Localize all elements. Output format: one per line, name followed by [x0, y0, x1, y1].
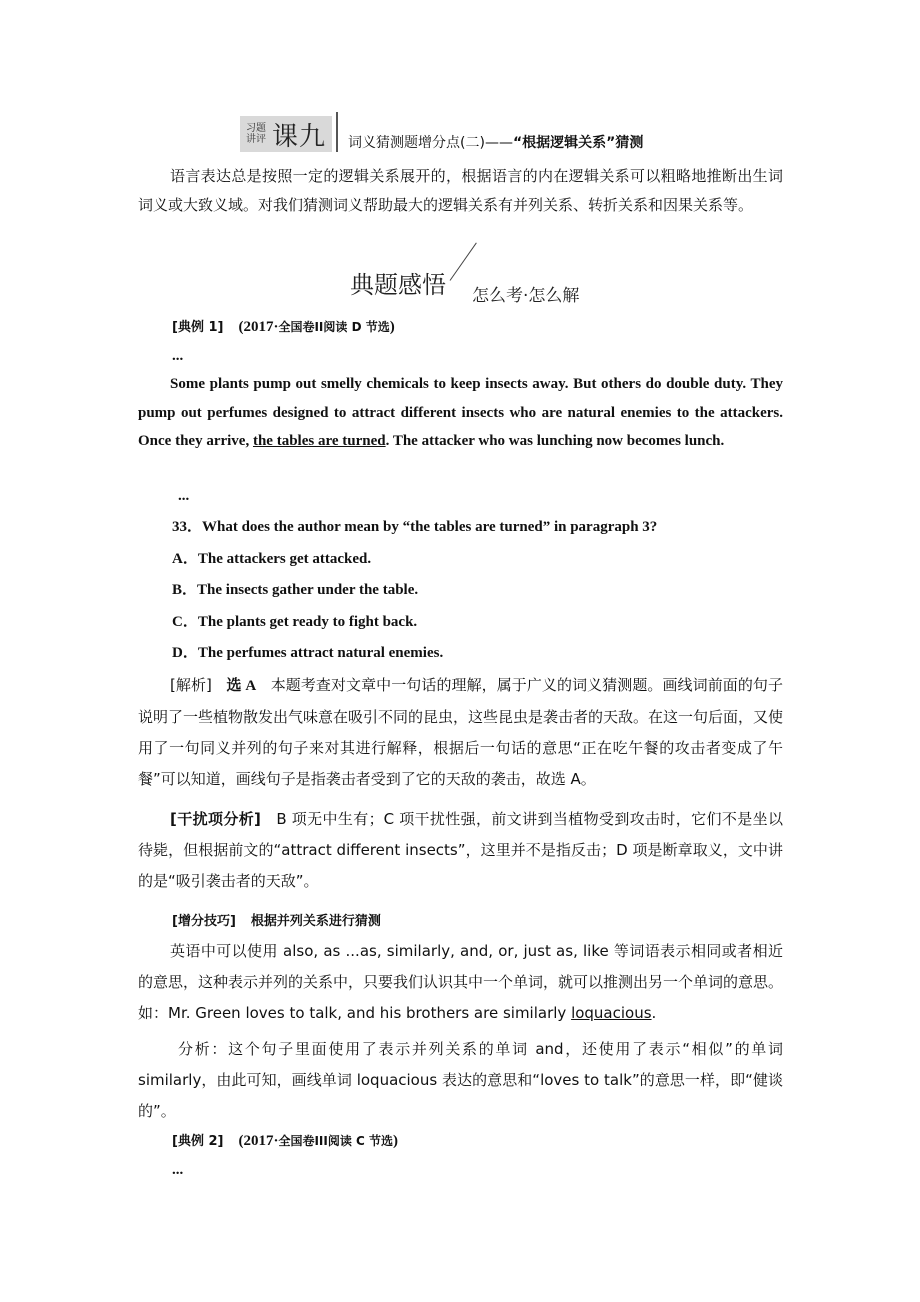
- option-letter: A．: [172, 551, 198, 567]
- passage-text-after: . The attacker who was lunching now becomes lunch.: [385, 433, 725, 449]
- distractor-text: B 项无中生有；C 项干扰性强，前文讲到当植物受到攻击时，它们不是坐以待毙，但根据前文的“attract different insects”，这里并不是指反击；D 项是断章取义，文中讲的是“吸引袭击者的天敌”。: [138, 810, 783, 890]
- analysis-label: [解析]: [170, 676, 212, 694]
- option-c: [172, 610, 417, 631]
- example2-ellipsis: ...: [172, 1162, 184, 1178]
- option-text: The insects gather under the table.: [197, 582, 419, 598]
- example2-header: [172, 1130, 398, 1150]
- lesson-title-quote: “根据逻辑关系”猜测: [512, 135, 644, 151]
- example1-source-prefix: (2017·: [238, 319, 279, 335]
- lesson-title: [348, 132, 643, 152]
- analysis-answer: 选 A: [226, 678, 257, 694]
- badge-small-line1: 习题: [246, 123, 266, 134]
- example1-source: 全国卷II阅读 D 节选: [278, 320, 390, 334]
- lesson-header: [240, 110, 643, 152]
- example1-passage: [138, 370, 783, 456]
- example1-source-suffix: ): [389, 319, 395, 335]
- example2-source-prefix: (2017·: [238, 1133, 279, 1149]
- tip-title: 根据并列关系进行猜测: [250, 914, 381, 929]
- example1-label: [典例 1]: [172, 320, 224, 335]
- passage-text-before: Some plants pump out smelly chemicals to keep insects away. But others do double duty. They pump out perfumes designed to attract different insects who are natural enemies to the attackers. Once they arrive,: [138, 376, 783, 449]
- option-text: The plants get ready to fight back.: [197, 614, 418, 630]
- section-heading-sub: 怎么考·怎么解: [472, 286, 580, 306]
- tip-text-before: 英语中可以使用 also, as ...as, similarly, and, or, just as, like 等词语表示相同或者相近的意思，这种表示并列的关系中，只要我们认识其中一个单词，就可以推测出另一个单词的意思。如：Mr. Green loves to talk, and his brothers are similarly: [138, 942, 784, 1022]
- tip-label: [增分技巧]: [172, 914, 236, 929]
- example1-ellipsis-top: ...: [172, 348, 184, 364]
- example2-label: [典例 2]: [172, 1134, 224, 1149]
- option-text: The perfumes attract natural enemies.: [197, 645, 444, 661]
- distractor-label: [干扰项分析]: [170, 810, 261, 828]
- tip-text-after: .: [651, 1004, 657, 1022]
- tip-underlined-word: loquacious: [571, 1004, 652, 1022]
- option-a: [172, 547, 371, 568]
- option-d: [172, 641, 443, 662]
- distractor-analysis-paragraph: [138, 804, 783, 897]
- analysis-paragraph: [138, 670, 783, 795]
- example1-ellipsis-bottom: ...: [178, 488, 190, 504]
- option-letter: D．: [172, 645, 198, 661]
- section-heading: [350, 262, 580, 306]
- option-b: [172, 578, 418, 599]
- example2-source: 全国卷III阅读 C 节选: [278, 1134, 394, 1148]
- lesson-title-prefix: 词义猜测题增分点(二)——: [348, 135, 513, 151]
- example1-header: [172, 316, 395, 336]
- question-33: 33．What does the author mean by “the tables are turned” in paragraph 3?: [172, 519, 658, 535]
- badge-small-line2: 讲评: [246, 134, 266, 145]
- example2-source-suffix: ): [393, 1133, 399, 1149]
- option-letter: B．: [172, 582, 198, 598]
- tip-header: [172, 910, 381, 930]
- tip-paragraph: [138, 936, 783, 1029]
- badge-lesson-number: 课九: [272, 121, 327, 152]
- lesson-badge: [240, 116, 332, 152]
- slash-divider-icon: [446, 262, 486, 300]
- section-heading-main: 典题感悟: [350, 271, 446, 299]
- header-divider: [336, 112, 338, 152]
- badge-small-label: [246, 123, 266, 145]
- intro-paragraph: 语言表达总是按照一定的逻辑关系展开的，根据语言的内在逻辑关系可以粗略地推断出生词词义或大致义域。对我们猜测词义帮助最大的逻辑关系有并列关系、转折关系和因果关系等。: [138, 167, 783, 214]
- tip-analysis-paragraph: 分析：这个句子里面使用了表示并列关系的单词 and，还使用了表示“相似”的单词 similarly，由此可知，画线单词 loquacious 表达的意思和“loves to talk”的意思一样，即“健谈的”。: [138, 1040, 783, 1120]
- option-letter: C．: [172, 614, 198, 630]
- analysis-text: 本题考查对文章中一句话的理解，属于广义的词义猜测题。画线词前面的句子说明了一些植物散发出气味意在吸引不同的昆虫，这些昆虫是袭击者的天敌。在这一句后面，又使用了一句同义并列的句子来对其进行解释，根据后一句话的意思“正在吃午餐的攻击者变成了午餐”可以知道，画线句子是指袭击者受到了它的天敌的袭击，故选 A。: [138, 676, 784, 788]
- passage-underlined-phrase: the tables are turned: [252, 433, 386, 449]
- option-text: The attackers get attacked.: [197, 551, 372, 567]
